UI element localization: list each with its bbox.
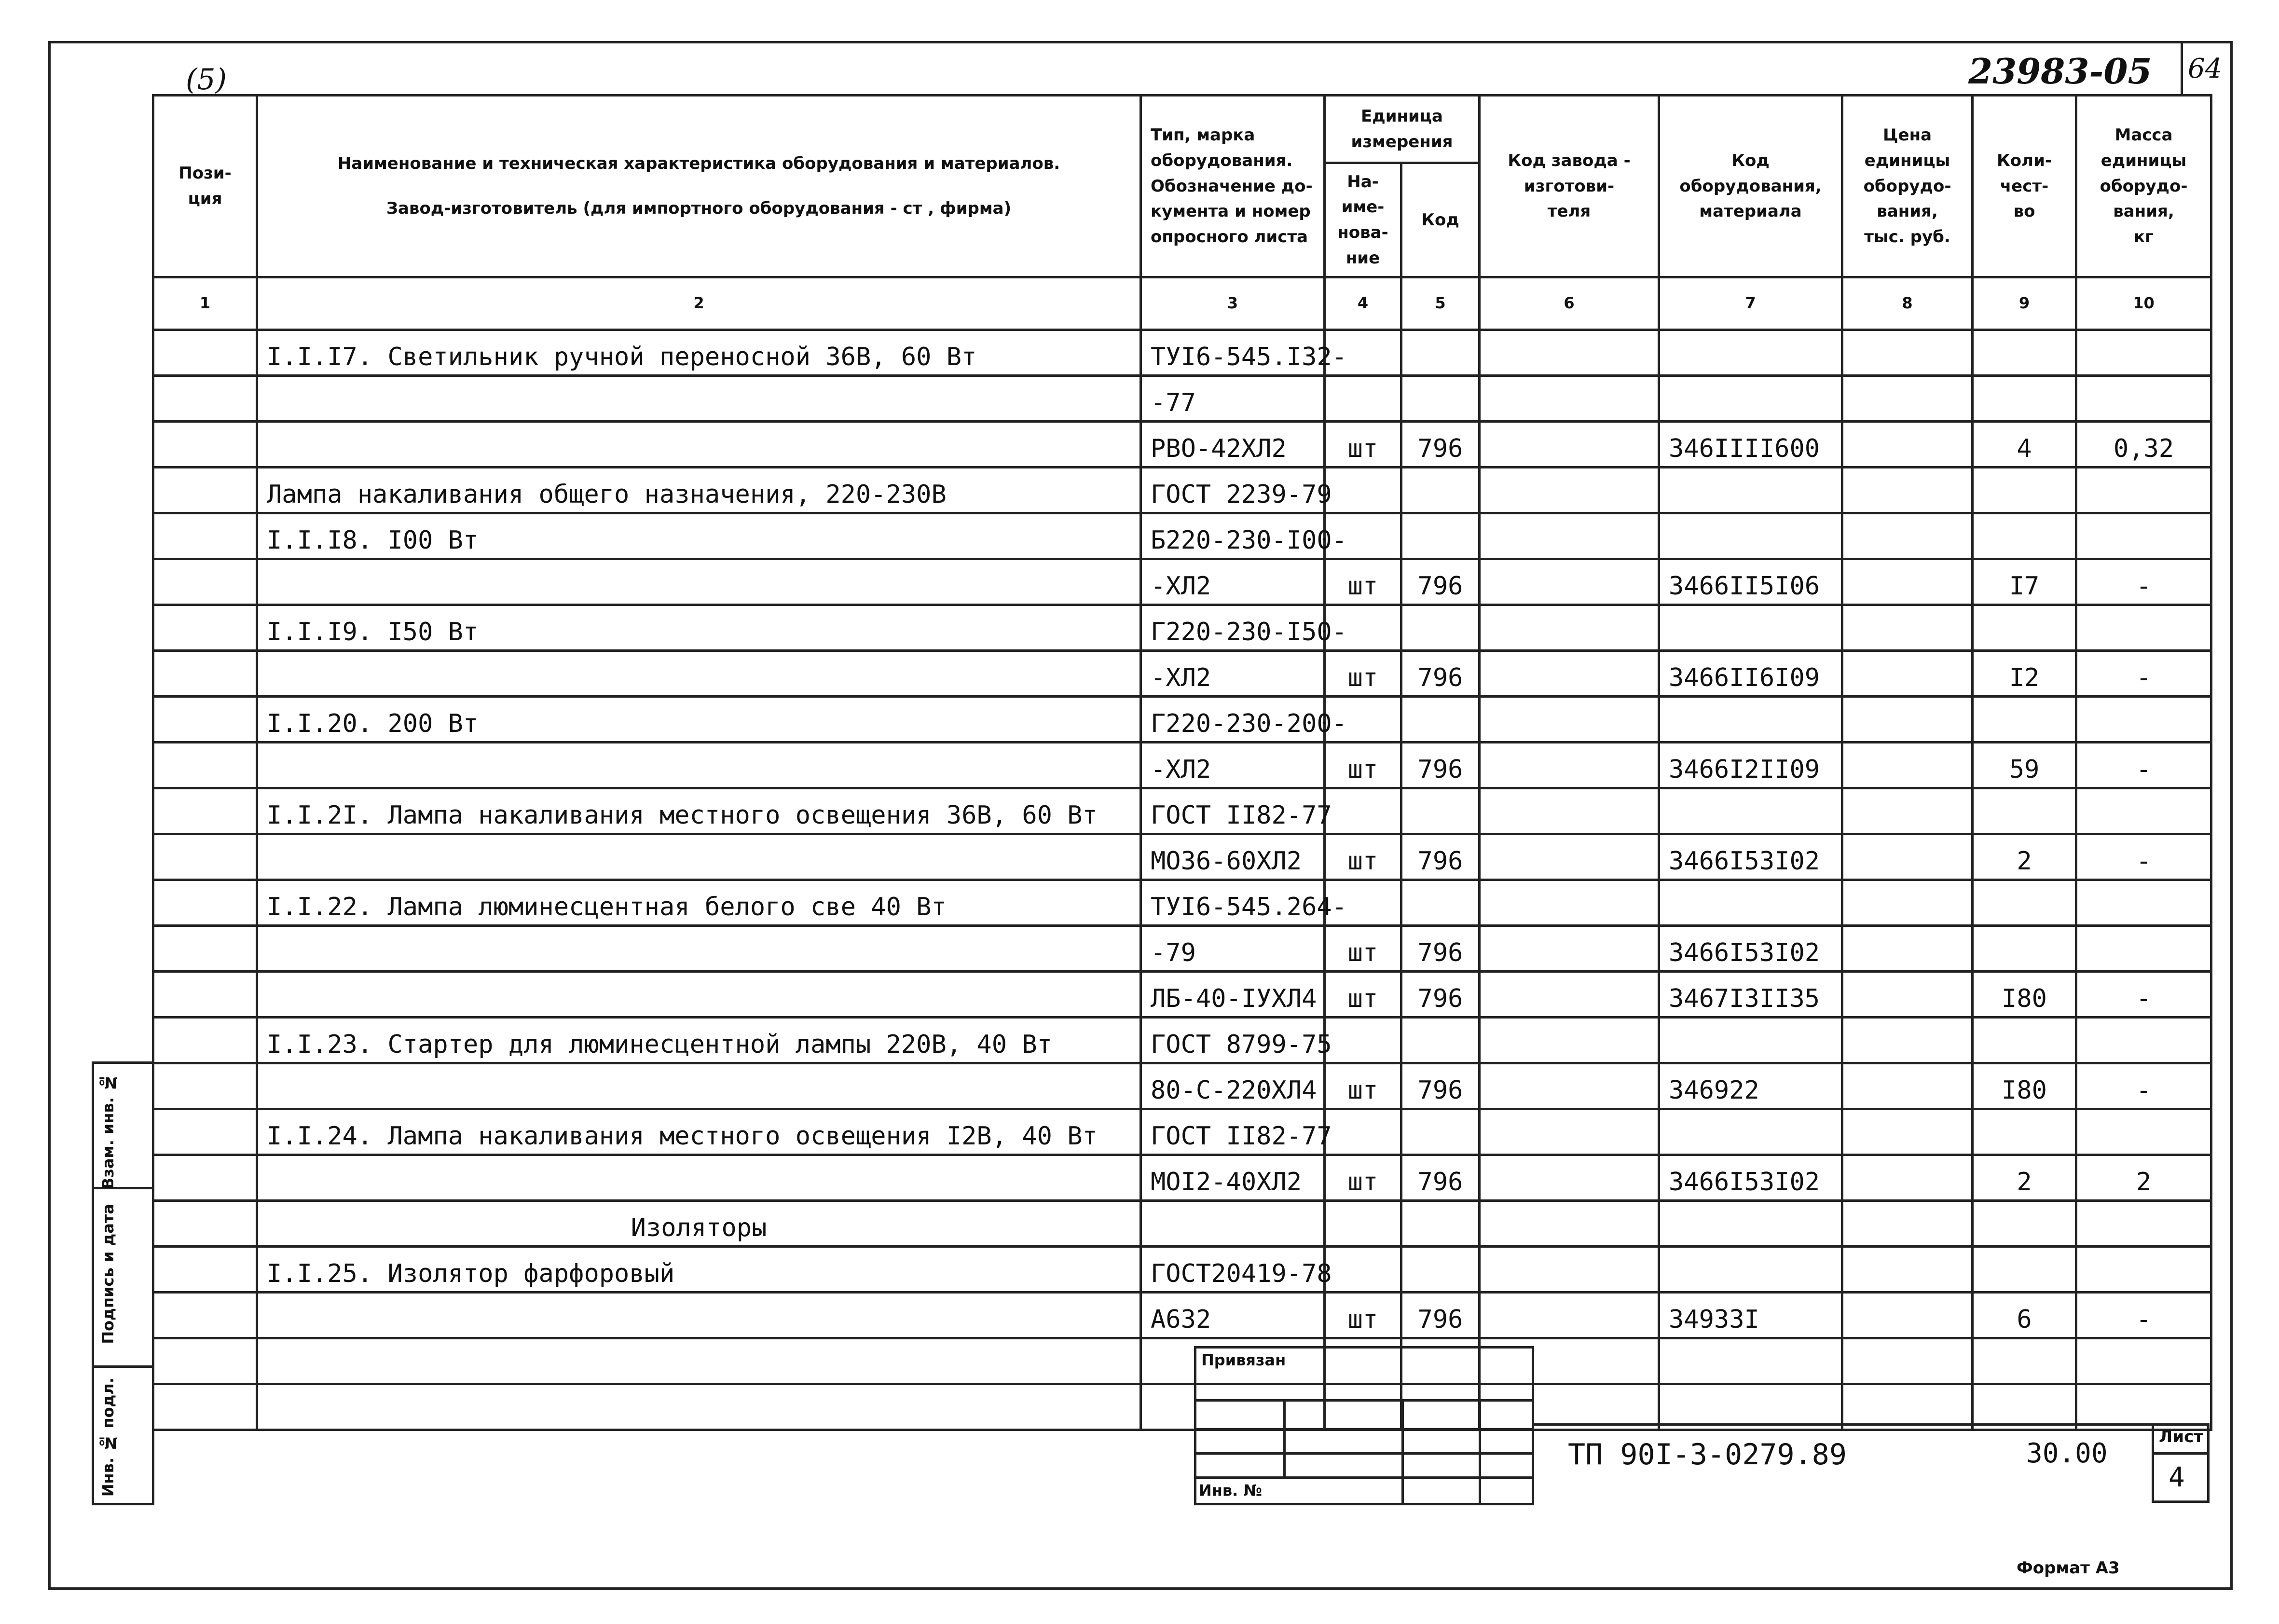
cell-type: -79 [1141,926,1325,972]
cell-unit: шт [1325,559,1401,605]
cell-price [1842,743,1973,788]
cell-factory-code [1480,1109,1659,1155]
cell-mass [2076,788,2211,834]
cell-mass [2076,926,2211,972]
cell-position [153,743,257,788]
cell-position [153,1384,257,1430]
corner-mark: (5) [186,63,227,96]
cell-type: -ХЛ2 [1141,559,1325,605]
cell-unit [1325,376,1401,422]
privyazan-line [1194,1399,1534,1402]
cell-price [1842,513,1973,559]
cell-equipment-code [1659,1201,1842,1247]
cell-factory-code [1480,1201,1659,1247]
cell-factory-code [1480,559,1659,605]
table-row [153,834,2211,880]
cell-unit-code: 796 [1401,1063,1480,1109]
title-block-line [1534,1423,2210,1426]
project-code: ТП 90I-3-0279.89 [1568,1438,1847,1472]
cell-type: Г220-230-200- [1141,697,1325,743]
section-code: 30.00 [2026,1438,2108,1469]
cell-mass: 2 [2076,1155,2211,1201]
cell-name [257,834,1141,880]
cell-name [257,422,1141,468]
cell-position [153,605,257,651]
table-row [153,697,2211,743]
cell-unit [1325,468,1401,513]
cell-type: ГОСТ II82-77 [1141,1109,1325,1155]
cell-position [153,1247,257,1293]
cell-factory-code [1480,880,1659,926]
table-row [153,1018,2211,1063]
cell-unit: шт [1325,926,1401,972]
cell-name: I.I.24. Лампа накаливания местного освещения I2В, 40 Вт [257,1109,1141,1155]
cell-type: ТУI6-545.264- [1141,880,1325,926]
column-number: 2 [257,277,1141,330]
cell-name [257,1338,1141,1384]
cell-position [153,1018,257,1063]
cell-quantity [1973,376,2076,422]
cell-factory-code [1480,1018,1659,1063]
cell-factory-code [1480,972,1659,1018]
table-row [153,1293,2211,1338]
cell-type: ГОСТ II82-77 [1141,788,1325,834]
cell-mass: - [2076,1063,2211,1109]
cell-price [1842,422,1973,468]
cell-unit [1325,1201,1401,1247]
cell-unit-code [1401,468,1480,513]
privyazan-vline [1479,1399,1481,1505]
cell-position [153,926,257,972]
cell-price [1842,651,1973,697]
cell-unit-code [1401,513,1480,559]
cell-quantity [1973,1338,2076,1384]
cell-unit-code: 796 [1401,743,1480,788]
table-row [153,1063,2211,1109]
table-row [153,1109,2211,1155]
cell-factory-code [1480,651,1659,697]
cell-unit-code: 796 [1401,1155,1480,1201]
table-row [153,1201,2211,1247]
table-row [153,422,2211,468]
table-row [153,513,2211,559]
column-number: 10 [2076,277,2211,330]
cell-position [153,330,257,376]
cell-type: ЛБ-40-IУХЛ4 [1141,972,1325,1018]
cell-factory-code [1480,1293,1659,1338]
cell-mass [2076,1247,2211,1293]
cell-position [153,651,257,697]
header-unit-code: Код [1401,163,1480,277]
cell-price [1842,1018,1973,1063]
cell-type: РВО-42ХЛ2 [1141,422,1325,468]
cell-name: I.I.23. Стартер для люминесцентной лампы 220В, 40 Вт [257,1018,1141,1063]
cell-factory-code [1480,1063,1659,1109]
header-mass: Масса единицы оборудо- вания, кг [2076,96,2211,277]
column-number: 3 [1141,277,1325,330]
cell-type: -ХЛ2 [1141,651,1325,697]
cell-factory-code [1480,1247,1659,1293]
cell-mass: - [2076,559,2211,605]
cell-position [153,1109,257,1155]
cell-unit-code: 796 [1401,559,1480,605]
cell-equipment-code: 3466I2II09 [1659,743,1842,788]
column-number: 7 [1659,277,1842,330]
cell-name [257,1293,1141,1338]
cell-unit-code: 796 [1401,651,1480,697]
cell-unit-code [1401,788,1480,834]
cell-name [257,559,1141,605]
cell-unit-code: 796 [1401,1293,1480,1338]
cell-quantity: 4 [1973,422,2076,468]
cell-factory-code [1480,330,1659,376]
table-row [153,1247,2211,1293]
cell-name: Лампа накаливания общего назначения, 220-230В [257,468,1141,513]
cell-unit-code [1401,1201,1480,1247]
cell-factory-code [1480,834,1659,880]
column-number: 9 [1973,277,2076,330]
cell-name [257,972,1141,1018]
column-number: 5 [1401,277,1480,330]
cell-mass [2076,697,2211,743]
side-stamp [92,1061,154,1505]
cell-name [257,1155,1141,1201]
cell-type: ГОСТ20419-78 [1141,1247,1325,1293]
header-type: Тип, марка оборудования. Обозначение до- кумента и номер опросного листа [1141,96,1325,277]
cell-price [1842,376,1973,422]
cell-price [1842,1293,1973,1338]
cell-price [1842,1109,1973,1155]
cell-name: I.I.I8. I00 Вт [257,513,1141,559]
cell-quantity: I2 [1973,651,2076,697]
cell-equipment-code: 3466I53I02 [1659,834,1842,880]
cell-unit [1325,1247,1401,1293]
cell-factory-code [1480,422,1659,468]
cell-quantity [1973,1109,2076,1155]
cell-position [153,972,257,1018]
side-label-replace: Взам. инв. № [99,1073,117,1190]
cell-price [1842,1247,1973,1293]
section-heading: Изоляторы [257,1201,1141,1247]
cell-position [153,422,257,468]
cell-mass [2076,605,2211,651]
cell-mass [2076,513,2211,559]
cell-position [153,468,257,513]
cell-type: ГОСТ 8799-75 [1141,1018,1325,1063]
table-row [153,788,2211,834]
header-name [257,96,1141,277]
cell-unit: шт [1325,834,1401,880]
cell-equipment-code: 3467I3II35 [1659,972,1842,1018]
cell-type: ГОСТ 2239-79 [1141,468,1325,513]
cell-equipment-code [1659,1247,1842,1293]
cell-equipment-code: 3466II5I06 [1659,559,1842,605]
cell-unit [1325,1109,1401,1155]
cell-mass: 0,32 [2076,422,2211,468]
cell-equipment-code: 346IIII600 [1659,422,1842,468]
cell-unit: шт [1325,1293,1401,1338]
cell-unit-code [1401,330,1480,376]
cell-quantity [1973,880,2076,926]
cell-equipment-code: 34933I [1659,1293,1842,1338]
cell-unit-code [1401,1109,1480,1155]
cell-equipment-code [1659,1338,1842,1384]
cell-equipment-code [1659,697,1842,743]
cell-equipment-code [1659,376,1842,422]
header-position: Пози- ция [153,96,257,277]
sheet-number: 4 [2169,1462,2185,1493]
cell-quantity [1973,1018,2076,1063]
cell-mass: - [2076,1293,2211,1338]
cell-position [153,1338,257,1384]
cell-price [1842,880,1973,926]
cell-equipment-code [1659,468,1842,513]
cell-price [1842,1201,1973,1247]
privyazan-vline [1283,1399,1286,1476]
cell-equipment-code [1659,605,1842,651]
cell-position [153,697,257,743]
cell-price [1842,788,1973,834]
cell-price [1842,834,1973,880]
table-row [153,651,2211,697]
cell-factory-code [1480,788,1659,834]
cell-price [1842,330,1973,376]
table-row [153,330,2211,376]
cell-price [1842,605,1973,651]
cell-factory-code [1480,743,1659,788]
side-label-signature: Подпись и дата [99,1204,117,1344]
cell-quantity: 6 [1973,1293,2076,1338]
privyazan-line [1194,1476,1534,1479]
cell-type: Б220-230-I00- [1141,513,1325,559]
column-number: 4 [1325,277,1401,330]
cell-unit-code [1401,605,1480,651]
cell-price [1842,926,1973,972]
cell-name [257,376,1141,422]
cell-mass [2076,1201,2211,1247]
cell-type: А632 [1141,1293,1325,1338]
cell-equipment-code [1659,513,1842,559]
cell-unit: шт [1325,1063,1401,1109]
cell-unit-code: 796 [1401,422,1480,468]
cell-unit: шт [1325,422,1401,468]
sheet-label: Лист [2159,1427,2203,1446]
cell-factory-code [1480,376,1659,422]
cell-factory-code [1480,1155,1659,1201]
cell-position [153,1201,257,1247]
cell-type [1141,1201,1325,1247]
cell-quantity: 2 [1973,1155,2076,1201]
cell-type: -77 [1141,376,1325,422]
cell-name: I.I.I7. Светильник ручной переносной 36В, 60 Вт [257,330,1141,376]
cell-quantity [1973,1201,2076,1247]
cell-unit: шт [1325,743,1401,788]
cell-factory-code [1480,926,1659,972]
cell-name [257,1384,1141,1430]
cell-quantity: 59 [1973,743,2076,788]
table-row [153,880,2211,926]
cell-equipment-code [1659,1109,1842,1155]
cell-name: I.I.22. Лампа люминесцентная белого све 40 Вт [257,880,1141,926]
cell-type: ТУI6-545.I32- [1141,330,1325,376]
cell-unit-code [1401,880,1480,926]
cell-mass [2076,880,2211,926]
cell-quantity [1973,926,2076,972]
cell-quantity [1973,788,2076,834]
header-unit-group: Единица измерения [1325,96,1480,163]
cell-price [1842,697,1973,743]
cell-unit: шт [1325,972,1401,1018]
cell-unit [1325,788,1401,834]
table-row [153,468,2211,513]
cell-unit: шт [1325,651,1401,697]
cell-equipment-code: 346922 [1659,1063,1842,1109]
specification-table [152,94,2212,1431]
header-price: Цена единицы оборудо- вания, тыс. руб. [1842,96,1973,277]
cell-name [257,743,1141,788]
cell-position [153,834,257,880]
cell-equipment-code: 3466I53I02 [1659,926,1842,972]
cell-quantity [1973,697,2076,743]
cell-position [153,559,257,605]
table-row [153,559,2211,605]
cell-quantity [1973,605,2076,651]
cell-type: МО36-60ХЛ2 [1141,834,1325,880]
table-row [153,972,2211,1018]
cell-quantity [1973,468,2076,513]
cell-price [1842,972,1973,1018]
cell-position [153,1155,257,1201]
cell-type: МОI2-40ХЛ2 [1141,1155,1325,1201]
cell-price [1842,1063,1973,1109]
cell-equipment-code: 3466II6I09 [1659,651,1842,697]
cell-mass: - [2076,743,2211,788]
cell-mass: - [2076,972,2211,1018]
cell-mass [2076,376,2211,422]
cell-equipment-code: 3466I53I02 [1659,1155,1842,1201]
side-label-inventory: Инв. № подл. [99,1377,117,1497]
cell-unit-code: 796 [1401,926,1480,972]
cell-name: I.I.25. Изолятор фарфоровый [257,1247,1141,1293]
column-number: 8 [1842,277,1973,330]
cell-price [1842,1155,1973,1201]
column-number: 1 [153,277,257,330]
cell-equipment-code [1659,880,1842,926]
cell-factory-code [1480,697,1659,743]
cell-name [257,651,1141,697]
format-label: Формат А3 [2017,1558,2120,1578]
cell-mass [2076,330,2211,376]
header-name-line1: Наименование и техническая характеристика оборудования и материалов. [337,154,1060,174]
cell-position [153,1293,257,1338]
cell-unit-code [1401,376,1480,422]
table-row [153,743,2211,788]
cell-mass: - [2076,834,2211,880]
cell-type: Г220-230-I50- [1141,605,1325,651]
cell-name: I.I.20. 200 Вт [257,697,1141,743]
cell-quantity: I80 [1973,972,2076,1018]
cell-unit-code: 796 [1401,834,1480,880]
cell-equipment-code [1659,788,1842,834]
privyazan-label: Привязан [1201,1351,1286,1369]
cell-price [1842,559,1973,605]
cell-type: -ХЛ2 [1141,743,1325,788]
cell-unit-code [1401,697,1480,743]
header-name-line2: Завод-изготовитель (для импортного оборудования - ст , фирма) [386,199,1012,218]
cell-unit-code [1401,1247,1480,1293]
table-row [153,926,2211,972]
sheet-box-line [2152,1452,2210,1455]
cell-price [1842,468,1973,513]
table-row [153,1155,2211,1201]
cell-factory-code [1480,513,1659,559]
cell-position [153,513,257,559]
cell-quantity [1973,330,2076,376]
header-factory-code: Код завода - изготови- теля [1480,96,1659,277]
cell-factory-code [1480,468,1659,513]
cell-quantity [1973,513,2076,559]
header-unit-name: На- име- нова- ние [1325,163,1401,277]
cell-mass: - [2076,651,2211,697]
header-equipment-code: Код оборудования, материала [1659,96,1842,277]
cell-quantity: I7 [1973,559,2076,605]
page-corner-number: 64 [2188,53,2223,84]
cell-mass [2076,1338,2211,1384]
cell-type: 80-С-220ХЛ4 [1141,1063,1325,1109]
privyazan-vline [1401,1399,1404,1505]
cell-position [153,376,257,422]
privyazan-line [1194,1428,1534,1431]
cell-quantity [1973,1247,2076,1293]
cell-position [153,788,257,834]
cell-unit: шт [1325,1155,1401,1201]
document-code: 23983-05 [1968,51,2152,92]
cell-quantity: 2 [1973,834,2076,880]
cell-name [257,1063,1141,1109]
cell-unit-code: 796 [1401,972,1480,1018]
column-number: 6 [1480,277,1659,330]
cell-factory-code [1480,605,1659,651]
cell-equipment-code [1659,1018,1842,1063]
cell-mass [2076,468,2211,513]
cell-name: I.I.I9. I50 Вт [257,605,1141,651]
cell-unit [1325,1018,1401,1063]
cell-name [257,926,1141,972]
cell-position [153,1063,257,1109]
table-row [153,376,2211,422]
cell-position [153,880,257,926]
privyazan-line [1194,1452,1534,1455]
cell-name: I.I.2I. Лампа накаливания местного освещения 36В, 60 Вт [257,788,1141,834]
inventory-no-label: Инв. № [1199,1481,1262,1500]
table-row [153,1338,2211,1384]
cell-mass [2076,1018,2211,1063]
cell-mass [2076,1109,2211,1155]
cell-equipment-code [1659,330,1842,376]
table-row [153,605,2211,651]
cell-unit-code [1401,1018,1480,1063]
header-quantity: Коли- чест- во [1973,96,2076,277]
cell-price [1842,1338,1973,1384]
cell-quantity: I80 [1973,1063,2076,1109]
